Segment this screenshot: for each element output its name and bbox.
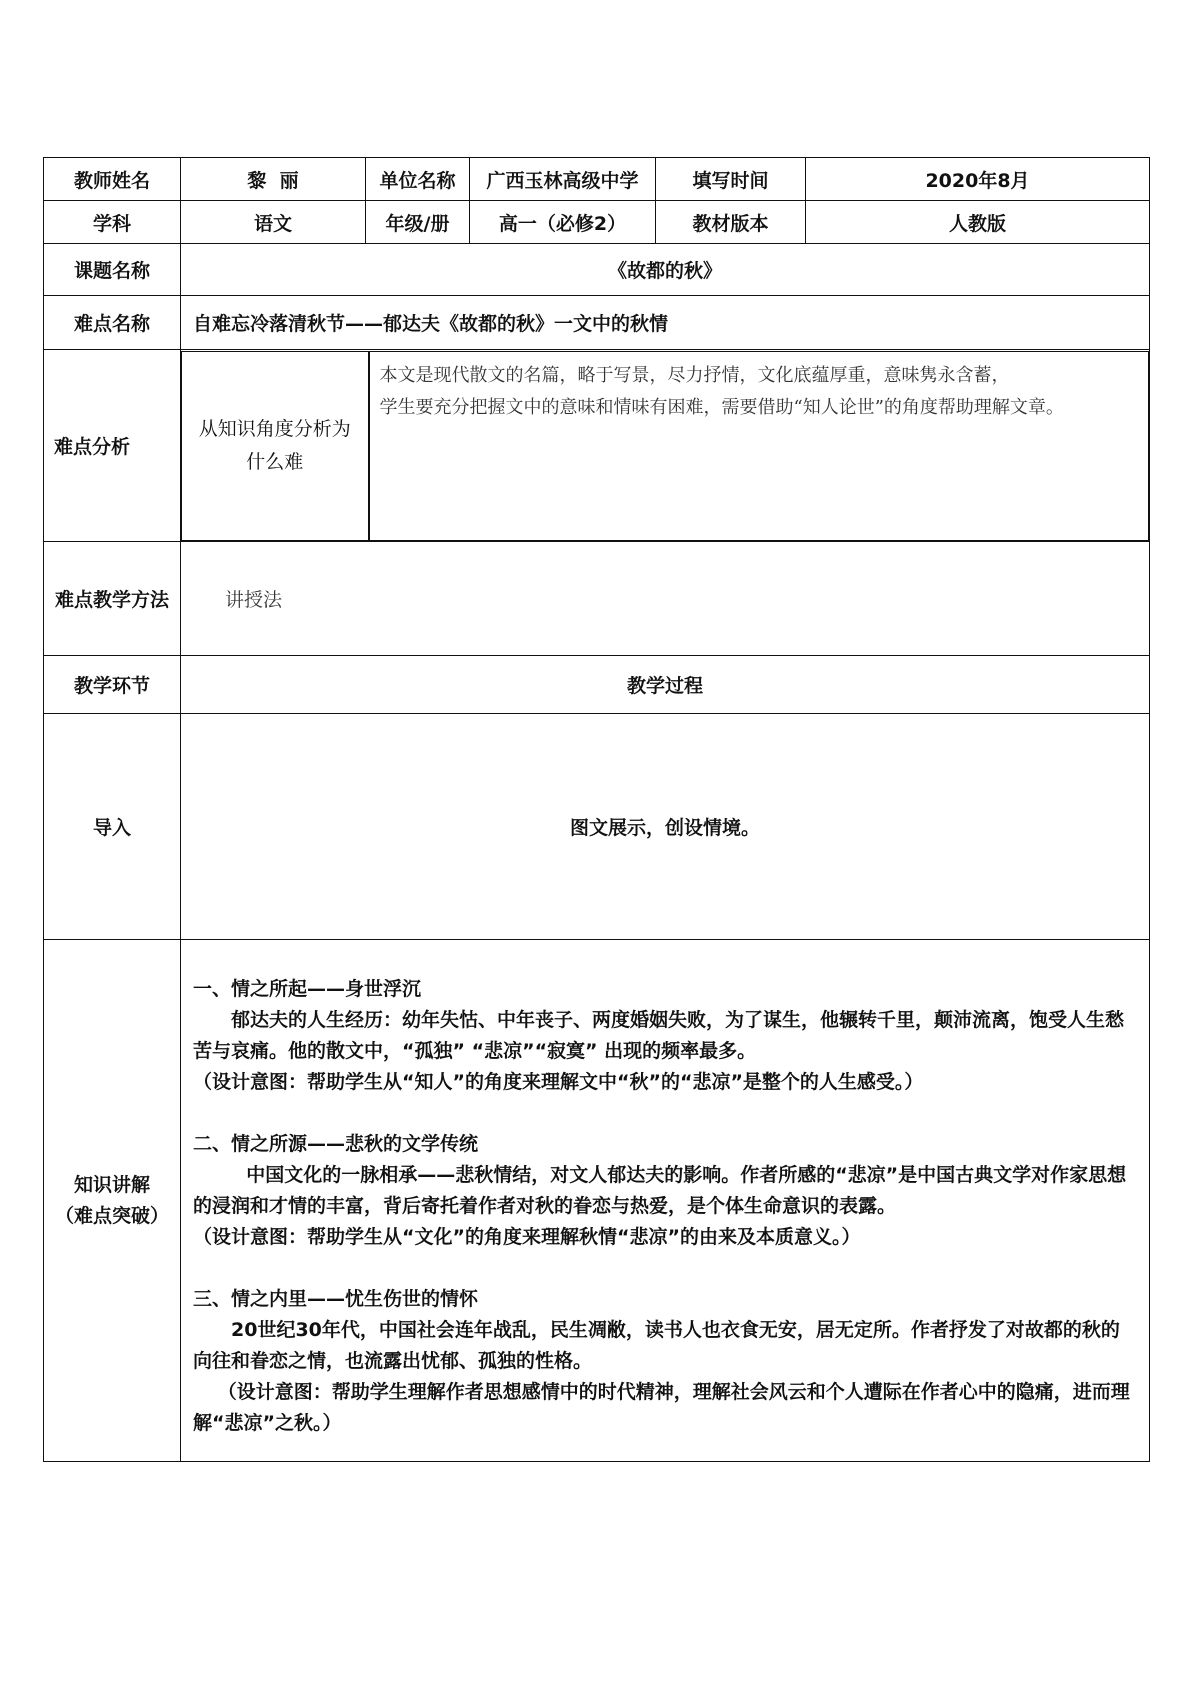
- lesson-plan-sheet: [43, 157, 1149, 1462]
- method-row: [44, 542, 1150, 656]
- analysis-row: [44, 350, 1150, 542]
- intro-label: 导入: [44, 714, 181, 940]
- section-2-body: 中国文化的一脉相承——悲秋情结，对文人郁达夫的影响。作者所感的“悲凉”是中国古典文学对作家思想的浸润和才情的丰富，背后寄托着作者对秋的眷恋与热爱，是个体生命意识的表露。: [193, 1164, 1127, 1217]
- knowledge-content: [181, 940, 1150, 1462]
- subject-value: 语文: [181, 201, 366, 244]
- analysis-inner-table: [181, 351, 1149, 541]
- time-value: 2020年8月: [806, 158, 1150, 201]
- edition-label: 教材版本: [656, 201, 806, 244]
- knowledge-label-line2: （难点突破）: [54, 1204, 169, 1227]
- analysis-text-line2: 学生要充分把握文中的意味和情味有困难，需要借助“知人论世”的角度帮助理解文章。: [379, 396, 1064, 418]
- method-value: 讲授法: [181, 542, 1150, 656]
- teacher-label: 教师姓名: [44, 158, 181, 201]
- unit-label: 单位名称: [366, 158, 470, 201]
- difficulty-label: 难点名称: [44, 296, 181, 350]
- analysis-sub-label: [182, 351, 369, 540]
- section-3-body: 20世纪30年代，中国社会连年战乱，民生凋敝，读书人也衣食无安，居无定所。作者抒发了对故都的秋的向往和眷恋之情，也流露出忧郁、孤独的性格。: [193, 1319, 1120, 1372]
- time-label: 填写时间: [656, 158, 806, 201]
- analysis-sub-label-text: 从知识角度分析为什么难: [198, 417, 351, 473]
- process-label: 教学环节: [44, 656, 181, 714]
- intro-value: 图文展示，创设情境。: [181, 714, 1150, 940]
- intro-row: [44, 714, 1150, 940]
- teacher-name: 黎 丽: [181, 158, 366, 201]
- section-2-title: 二、情之所源——悲秋的文学传统: [193, 1133, 479, 1155]
- section-1-note: （设计意图：帮助学生从“知人”的角度来理解文中“秋”的“悲凉”是整个的人生感受。）: [193, 1071, 924, 1093]
- knowledge-row: [44, 940, 1150, 1462]
- difficulty-value: 自难忘冷落清秋节——郁达夫《故都的秋》一文中的秋情: [181, 296, 1150, 350]
- analysis-text-line1: 本文是现代散文的名篇，略于写景，尽力抒情，文化底蕴厚重，意味隽永含蓄，: [379, 364, 1010, 386]
- unit-name: 广西玉林高级中学: [470, 158, 656, 201]
- section-3-note: （设计意图：帮助学生理解作者思想感情中的时代精神，理解社会风云和个人遭际在作者心中的隐痛，进而理解“悲凉”之秋。）: [193, 1381, 1130, 1434]
- process-header-row: [44, 656, 1150, 714]
- edition-value: 人教版: [806, 201, 1150, 244]
- analysis-cell: [181, 350, 1150, 542]
- section-3-title: 三、情之内里——忧生伤世的情怀: [193, 1288, 479, 1310]
- header-row-2: [44, 201, 1150, 244]
- section-2-note: （设计意图：帮助学生从“文化”的角度来理解秋情“悲凉”的由来及本质意义。）: [193, 1226, 861, 1248]
- grade-value: 高一（必修2）: [470, 201, 656, 244]
- lesson-plan-table: [43, 157, 1150, 1462]
- grade-label: 年级/册: [366, 201, 470, 244]
- analysis-text: [369, 351, 1149, 540]
- section-1-body: 郁达夫的人生经历：幼年失怙、中年丧子、两度婚姻失败，为了谋生，他辗转千里，颠沛流离，饱受人生愁苦与哀痛。他的散文中，“孤独” “悲凉”“寂寞” 出现的频率最多。: [193, 1009, 1125, 1062]
- knowledge-label-line1: 知识讲解: [73, 1173, 150, 1196]
- section-gap: [193, 1253, 1137, 1284]
- process-value: 教学过程: [181, 656, 1150, 714]
- title-label: 课题名称: [44, 244, 181, 296]
- difficulty-row: [44, 296, 1150, 350]
- analysis-label: 难点分析: [44, 350, 181, 542]
- knowledge-label: [44, 940, 181, 1462]
- title-row: [44, 244, 1150, 296]
- method-label: 难点教学方法: [44, 542, 181, 656]
- title-value: 《故都的秋》: [181, 244, 1150, 296]
- section-gap: [193, 1098, 1137, 1129]
- subject-label: 学科: [44, 201, 181, 244]
- header-row-1: [44, 158, 1150, 201]
- section-1-title: 一、情之所起——身世浮沉: [193, 978, 422, 1000]
